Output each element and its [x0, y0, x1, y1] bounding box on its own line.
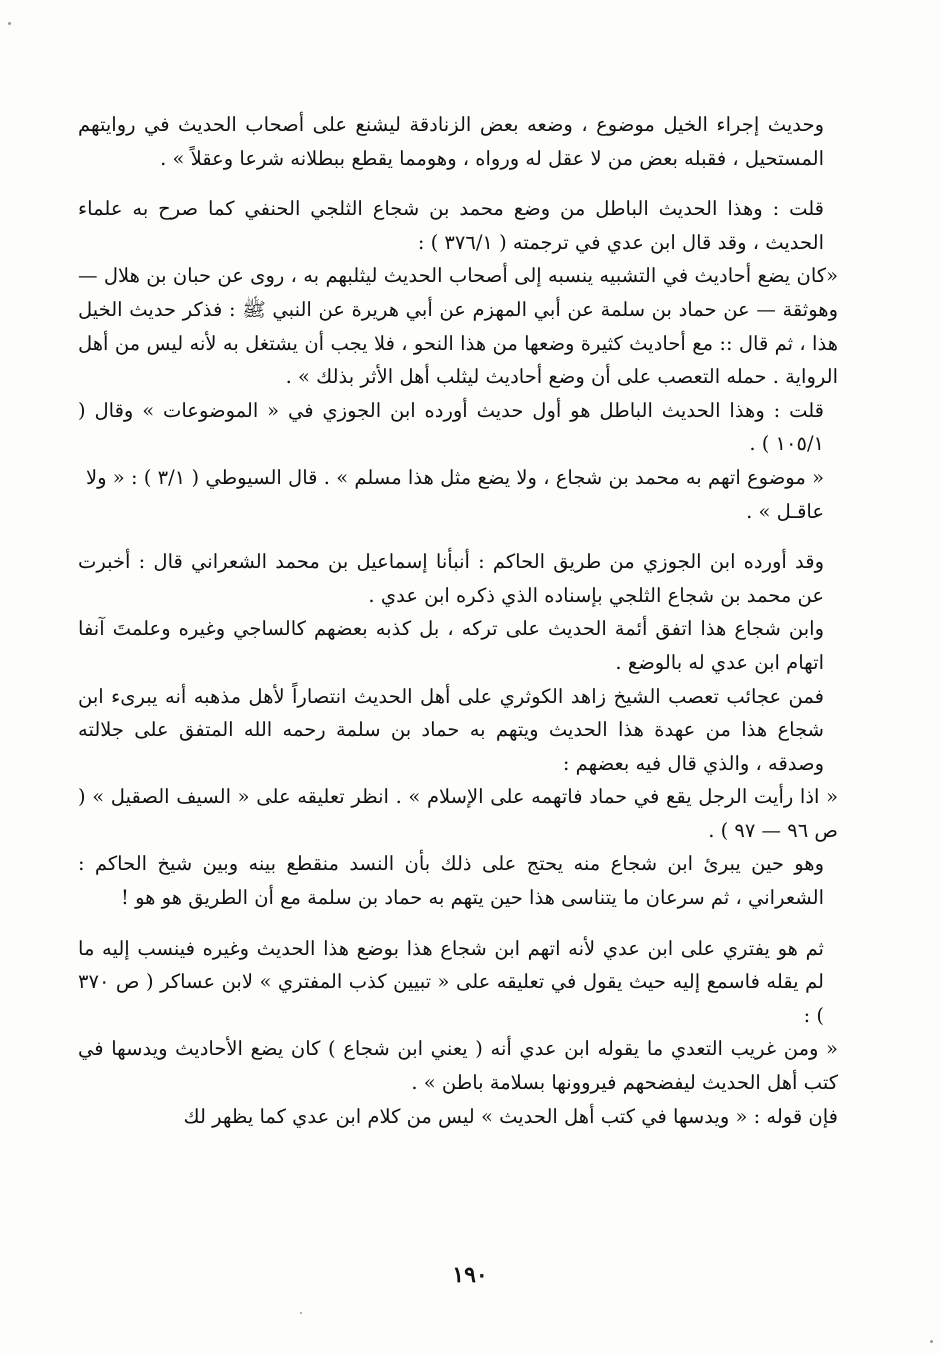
paragraph-author-comment-1: قلت : وهذا الحديث الباطل من وضع محمد بن شجاع الثلجي الحنفي كما صرح به علماء الحديث ، وقد قال ابن عدي في ترجمته ( ٣٧٦/١ ) :	[78, 197, 824, 254]
page-body-text	[78, 108, 838, 1133]
paragraph-horse-hadith-ruling: وحديث إجراء الخيل موضوع ، وضعه بعض الزنادقة ليشنع على أصحاب الحديث في روايتهم المستحيل ، فقبله بعض من لا عقل له ورواه ، وهومما يقطع ببطلانه شرعا وعقلاً » .	[78, 113, 824, 170]
page-number: ١٩٠	[452, 1262, 488, 1288]
paragraph-contradiction: وهو حين يبرئ ابن شجاع منه يحتج على ذلك بأن النسد منقطع بينه وبين شيخ الحاكم : الشعراني ، ثم سرعان ما يتناسى هذا حين يتهم به حماد بن سلمة مع أن الطريق هو هو !	[78, 852, 824, 910]
paragraph-kawthari-bias: فمن عجائب تعصب الشيخ زاهد الكوثري على أهل الحديث انتصاراً لأهل مذهبه أنه يبرىء ابن شجاع هذا من عهدة هذا الحديث ويتهم به حماد بن سلمة رحمه الله المتفق على جلالته وصدقه ، والذي قال فيه بعضهم :	[78, 684, 824, 775]
scan-speck	[300, 1312, 302, 1314]
paragraph-hakim-chain: وقد أورده ابن الجوزي من طريق الحاكم : أنبأنا إسماعيل بن محمد الشعراني قال : أخبرت عن محمد بن شجاع الثلجي بإسناده الذي ذكره ابن عدي .	[78, 550, 824, 607]
paragraph-final-remark: فإن قوله : « ويدسها في كتب أهل الحديث » ليس من كلام ابن عدي كما يظهر لك	[183, 1104, 838, 1128]
paragraph-ibn-shuja-abandoned: وابن شجاع هذا اتفق أئمة الحديث على تركه ، بل كذبه بعضهم كالساجي وغيره وعلمتَ آنفا اتهام ابن عدي له بالوضع .	[78, 617, 824, 674]
scan-speck	[930, 1340, 933, 1343]
paragraph-tabyin-quote: « ومن غريب التعدي ما يقوله ابن عدي أنه ( يعني ابن شجاع ) كان يضع الأحاديث ويدسها في كتب أهل الحديث ليفضحهم فيروونها بسلامة باطن » .	[78, 1037, 838, 1095]
paragraph-ibn-adi-quote: «كان يضع أحاديث في التشبيه ينسبه إلى أصحاب الحديث ليثلبهم به ، روى عن حبان بن هلال — وهوثقة — عن حماد بن سلمة عن أبي المهزم عن أبي هريرة عن النبي ﷺ : فذكر حديث الخيل هذا ، ثم قال :: مع أحاديث كثيرة وضعها من هذا النحو ، فلا يجب أن يشتغل به لأنه ليس من أهل الرواية . حمله التعصب على أن وضع أحاديث ليثلب أهل الأثر بذلك » .	[78, 264, 838, 389]
paragraph-author-comment-2: قلت : وهذا الحديث الباطل هو أول حديث أورده ابن الجوزي في « الموضوعات » وقال ( ١٠٥/١ ) .	[78, 398, 824, 456]
paragraph-fabrication-claim: ثم هو يفتري على ابن عدي لأنه اتهم ابن شجاع هذا بوضع هذا الحديث وغيره فينسب إليه ما لم يقله فاسمع إليه حيث يقول في تعليقه على « تبيين كذب المفتري » لابن عساكر ( ص ٣٧٠ ) :	[78, 936, 824, 1027]
paragraph-hammad-quote: « اذا رأيت الرجل يقع في حماد فاتهمه على الإسلام » . انظر تعليقه على « السيف الصقيل » ( ص ٩٦ — ٩٧ ) .	[78, 785, 838, 842]
scan-speck	[8, 22, 11, 25]
paragraph-mawduat-quote: « موضوع اتهم به محمد بن شجاع ، ولا يضع مثل هذا مسلم » . قال السيوطي ( ٣/١ ) : « ولا عاقـل » .	[86, 465, 824, 523]
